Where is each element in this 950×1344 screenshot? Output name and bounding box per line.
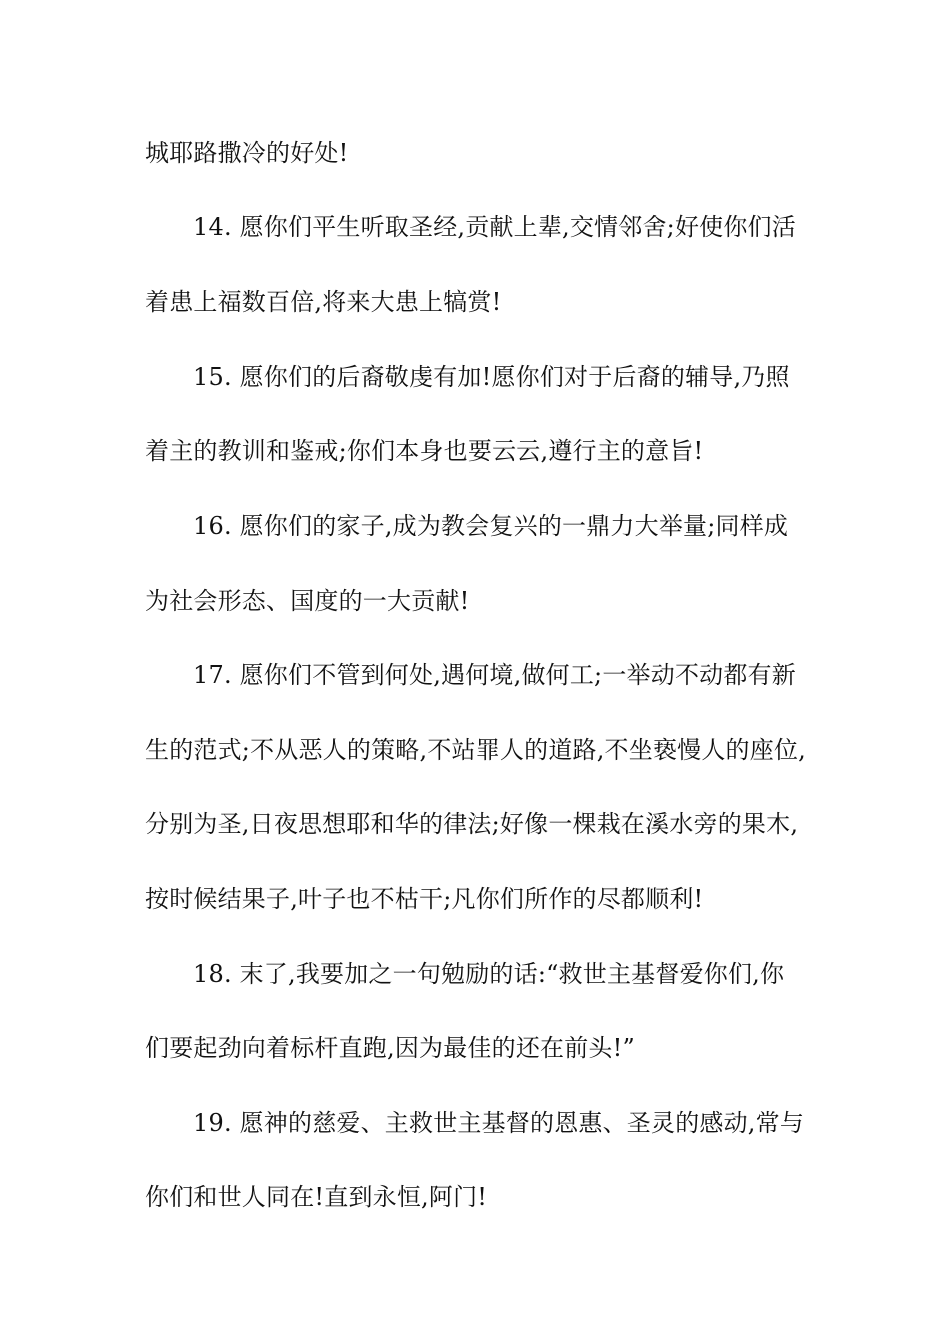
item-14-line-1: 14. 愿你们平生听取圣经,贡献上辈,交情邻舍;好使你们活 xyxy=(193,213,796,241)
item-19-line-2: 你们和世人同在!直到永恒,阿门! xyxy=(145,1183,488,1211)
item-14-line-2: 着患上福数百倍,将来大患上犒赏! xyxy=(145,288,502,316)
item-15-line-2: 着主的教训和鉴戒;你们本身也要云云,遵行主的意旨! xyxy=(145,437,704,465)
item-17-line-1: 17. 愿你们不管到何处,遇何境,做何工;一举动不动都有新 xyxy=(193,661,796,689)
item-17-line-3: 分别为圣,日夜思想耶和华的律法;好像一棵栽在溪水旁的果木, xyxy=(145,810,799,838)
item-18-line-1: 18. 末了,我要加之一句勉励的话:“救世主基督爱你们,你 xyxy=(193,960,785,988)
item-16-line-2: 为社会形态、国度的一大贡献! xyxy=(145,587,470,615)
item-15-line-1: 15. 愿你们的后裔敬虔有加!愿你们对于后裔的辅导,乃照 xyxy=(193,363,790,391)
text-line: 城耶路撒冷的好处! xyxy=(145,139,349,167)
item-17-line-2: 生的范式;不从恶人的策略,不站罪人的道路,不坐亵慢人的座位, xyxy=(145,736,806,764)
item-19-line-1: 19. 愿神的慈爱、主救世主基督的恩惠、圣灵的感动,常与 xyxy=(193,1109,805,1137)
item-17-line-4: 按时候结果子,叶子也不枯干;凡你们所作的尽都顺利! xyxy=(145,885,704,913)
item-18-line-2: 们要起劲向着标杆直跑,因为最佳的还在前头!” xyxy=(145,1034,635,1062)
item-16-line-1: 16. 愿你们的家子,成为教会复兴的一鼎力大举量;同样成 xyxy=(193,512,789,540)
